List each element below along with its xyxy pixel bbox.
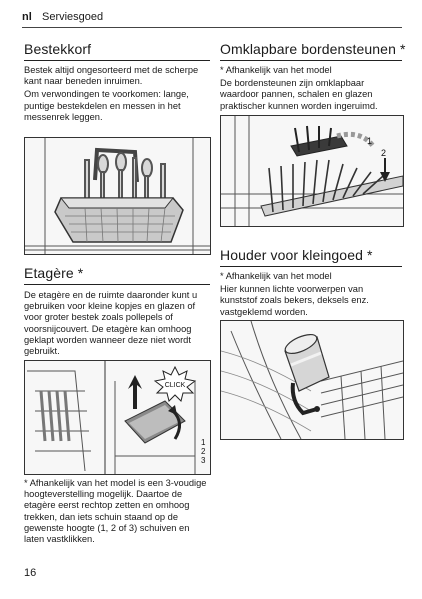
height-label-2: 2: [201, 447, 206, 456]
bordensteunen-paragraph: De bordensteunen zijn omklapbaar waardoor pannen, schalen en glazen praktischer kunnen worden ingeruimd.: [220, 78, 378, 111]
bordensteunen-note: * Afhankelijk van het model: [220, 65, 332, 75]
kleingoed-paragraph: Hier kunnen lichte voorwerpen van kunststof zoals bekers, deksels enz. vastgeklemd worden.: [220, 284, 369, 317]
bestekkorf-heading: Bestekkorf: [24, 41, 92, 57]
height-label-3: 3: [201, 456, 206, 465]
etagere-paragraph: De etagère en de ruimte daaronder kunt u gebruiken voor kleine kopjes en glazen of voor groter bestek zoals pollepels of voorsnijcouvert. De etagère kan omhoog geklapt worden wanneer deze niet wordt gebruikt.: [24, 290, 198, 357]
bestekkorf-paragraph-2: Om verwondingen te voorkomen: lange, puntige bestekdelen en messen in het messenrek leggen.: [24, 89, 189, 122]
step-label-1: 1: [367, 136, 373, 146]
kleingoed-heading: Houder voor kleingoed *: [220, 247, 373, 263]
etagere-note: * Afhankelijk van het model is een 3-voudige hoogteverstelling mogelijk. Daartoe de etagère eerst rechtop zetten en omhoog trekken, dan iets schuin staand op de gewenste hoogte (1, 2 of 3) schuiven en laten vastklikken.: [24, 478, 207, 545]
bestekkorf-paragraph-1: Bestek altijd ongesorteerd met de scherpe kant naar beneden inruimen.: [24, 65, 199, 87]
cutlery-basket-illustration: [25, 138, 210, 254]
bordensteunen-text: [220, 65, 402, 112]
etagere-heading: Etagère *: [24, 265, 84, 281]
section-title: Serviesgoed: [42, 11, 104, 23]
bestekkorf-text: [24, 65, 212, 123]
language-code: nl: [22, 11, 32, 23]
kleingoed-rule: [220, 266, 402, 267]
kleingoed-note: * Afhankelijk van het model: [220, 271, 332, 281]
small-items-holder-figure: [220, 320, 404, 440]
bestekkorf-rule: [24, 60, 210, 61]
step-label-2: 2: [381, 148, 387, 158]
etagere-illustration: [25, 361, 210, 474]
page-number: 16: [24, 567, 37, 579]
height-label-1: 1: [201, 438, 206, 447]
bordensteunen-heading: Omklapbare bordensteunen *: [220, 41, 406, 57]
etagere-rule: [24, 284, 210, 285]
cutlery-basket-figure: [24, 137, 211, 255]
plate-rack-figure: [220, 115, 404, 227]
header-divider: [22, 27, 402, 28]
etagere-figure: [24, 360, 211, 475]
kleingoed-text: [220, 271, 402, 318]
plate-rack-illustration: [221, 116, 403, 226]
bordensteunen-rule: [220, 60, 402, 61]
small-items-holder-illustration: [221, 321, 403, 439]
click-label: CLICK: [164, 382, 186, 389]
